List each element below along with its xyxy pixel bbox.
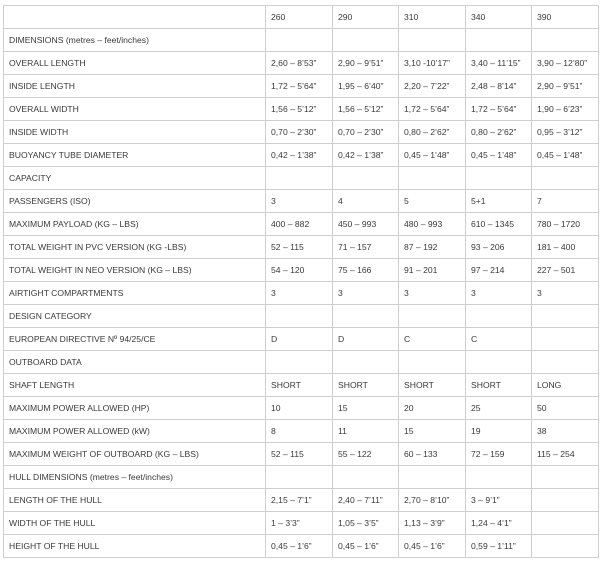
value-cell: 1,13 – 3’9” [399,512,466,535]
value-cell: 1,72 – 5’64” [266,75,333,98]
value-cell: 72 – 159 [466,443,532,466]
value-cell: 780 – 1720 [532,213,599,236]
table-row [4,305,599,328]
value-cell: D [333,328,399,351]
table-row [4,29,599,52]
value-cell: 10 [266,397,333,420]
value-cell: 0,45 – 1’6” [333,535,399,558]
value-cell: SHORT [333,374,399,397]
row-label-cell: HEIGHT OF THE HULL [4,535,266,558]
value-cell: 1,05 – 3’5” [333,512,399,535]
value-cell: 2,90 – 9’51” [532,75,599,98]
value-cell: 19 [466,420,532,443]
value-cell [532,466,599,489]
row-label-cell: INSIDE LENGTH [4,75,266,98]
value-cell [266,305,333,328]
value-cell: 91 – 201 [399,259,466,282]
value-cell: D [266,328,333,351]
row-label-cell: EUROPEAN DIRECTIVE Nº 94/25/CE [4,328,266,351]
value-cell [333,305,399,328]
value-cell: C [399,328,466,351]
row-label-cell: OVERALL WIDTH [4,98,266,121]
value-cell: 0,45 – 1’6” [266,535,333,558]
header-cell-model: 310 [399,6,466,29]
row-label-cell: LENGTH OF THE HULL [4,489,266,512]
table-row [4,420,599,443]
value-cell: 15 [399,420,466,443]
value-cell [466,466,532,489]
value-cell: 0,42 – 1’38” [266,144,333,167]
table-row [4,121,599,144]
table-row [4,98,599,121]
value-cell: 93 – 206 [466,236,532,259]
value-cell: 20 [399,397,466,420]
header-cell-label [4,6,266,29]
value-cell: 0,45 – 1’48” [466,144,532,167]
table-row [4,397,599,420]
header-cell-model: 340 [466,6,532,29]
row-label-cell: MAXIMUM POWER ALLOWED (HP) [4,397,266,420]
row-label-cell: MAXIMUM WEIGHT OF OUTBOARD (KG – LBS) [4,443,266,466]
header-cell-model: 290 [333,6,399,29]
row-label-cell: SHAFT LENGTH [4,374,266,397]
table-row [4,466,599,489]
value-cell: 2,20 – 7’22” [399,75,466,98]
value-cell: SHORT [466,374,532,397]
value-cell: LONG [532,374,599,397]
value-cell: 0,80 – 2’62” [399,121,466,144]
value-cell [266,466,333,489]
value-cell: 1,56 – 5’12” [333,98,399,121]
value-cell [399,351,466,374]
value-cell [266,167,333,190]
table-row [4,190,599,213]
value-cell [266,29,333,52]
value-cell: 50 [532,397,599,420]
value-cell: 8 [266,420,333,443]
row-label-cell: OVERALL LENGTH [4,52,266,75]
value-cell [333,29,399,52]
value-cell: SHORT [266,374,333,397]
value-cell: 3 [466,282,532,305]
value-cell [399,466,466,489]
table-row [4,144,599,167]
value-cell: 38 [532,420,599,443]
row-label-cell: WIDTH OF THE HULL [4,512,266,535]
value-cell: C [466,328,532,351]
value-cell: 71 – 157 [333,236,399,259]
value-cell: 0,80 – 2’62” [466,121,532,144]
value-cell: 3,90 – 12’80” [532,52,599,75]
header-row [4,6,599,29]
value-cell [333,466,399,489]
value-cell: 1,90 – 6’23” [532,98,599,121]
value-cell [532,29,599,52]
value-cell: 2,15 – 7’1” [266,489,333,512]
value-cell: 3 [399,282,466,305]
value-cell: 0,70 – 2’30” [333,121,399,144]
value-cell: 2,48 – 8’14” [466,75,532,98]
table-row [4,52,599,75]
value-cell: 181 – 400 [532,236,599,259]
value-cell: 1,72 – 5’64” [399,98,466,121]
value-cell: 97 – 214 [466,259,532,282]
value-cell: 1,24 – 4’1” [466,512,532,535]
value-cell: 5+1 [466,190,532,213]
row-label-cell: MAXIMUM POWER ALLOWED (kW) [4,420,266,443]
value-cell: 0,45 – 1’48” [399,144,466,167]
row-label-cell: DIMENSIONS (metres – feet/inches) [4,29,266,52]
value-cell: 3,40 – 11’15” [466,52,532,75]
value-cell [466,167,532,190]
value-cell: 0,95 – 3’12” [532,121,599,144]
row-label-cell: TOTAL WEIGHT IN NEO VERSION (KG – LBS) [4,259,266,282]
value-cell: 0,45 – 1’48” [532,144,599,167]
value-cell: 25 [466,397,532,420]
value-cell: 227 – 501 [532,259,599,282]
row-label-cell: DESIGN CATEGORY [4,305,266,328]
value-cell [532,535,599,558]
table-row [4,535,599,558]
value-cell: 1,56 – 5’12” [266,98,333,121]
row-label-cell: PASSENGERS (ISO) [4,190,266,213]
value-cell: 1,95 – 6’40” [333,75,399,98]
table-row [4,328,599,351]
value-cell [266,351,333,374]
table-row [4,374,599,397]
value-cell: 11 [333,420,399,443]
value-cell [532,489,599,512]
value-cell: 2,40 – 7’11” [333,489,399,512]
value-cell [532,351,599,374]
table-row [4,282,599,305]
header-cell-model: 390 [532,6,599,29]
value-cell: 60 – 133 [399,443,466,466]
value-cell: 1,72 – 5’64” [466,98,532,121]
value-cell [399,305,466,328]
value-cell: SHORT [399,374,466,397]
value-cell: 3 – 9’1” [466,489,532,512]
table-row [4,512,599,535]
value-cell: 400 – 882 [266,213,333,236]
value-cell: 52 – 115 [266,236,333,259]
value-cell [466,305,532,328]
value-cell [399,29,466,52]
value-cell [532,305,599,328]
value-cell: 2,70 – 8’10” [399,489,466,512]
table-row [4,443,599,466]
value-cell: 2,60 – 8’53” [266,52,333,75]
header-cell-model: 260 [266,6,333,29]
table-row [4,489,599,512]
row-label-cell: HULL DIMENSIONS (metres – feet/inches) [4,466,266,489]
row-label-cell: BUOYANCY TUBE DIAMETER [4,144,266,167]
table-row [4,351,599,374]
row-label-cell: INSIDE WIDTH [4,121,266,144]
value-cell: 75 – 166 [333,259,399,282]
value-cell [399,167,466,190]
value-cell [466,29,532,52]
value-cell: 0,59 – 1’11” [466,535,532,558]
specifications-table [3,5,599,558]
value-cell: 115 – 254 [532,443,599,466]
value-cell: 87 – 192 [399,236,466,259]
value-cell [333,351,399,374]
row-label-cell: OUTBOARD DATA [4,351,266,374]
value-cell: 7 [532,190,599,213]
value-cell: 0,45 – 1’6” [399,535,466,558]
value-cell: 3 [266,282,333,305]
value-cell: 3 [532,282,599,305]
value-cell: 3 [266,190,333,213]
value-cell [532,328,599,351]
value-cell: 0,42 – 1’38” [333,144,399,167]
value-cell: 0,70 – 2’30” [266,121,333,144]
table-row [4,167,599,190]
value-cell: 54 – 120 [266,259,333,282]
value-cell: 2,90 – 9’51” [333,52,399,75]
value-cell: 450 – 993 [333,213,399,236]
value-cell: 610 – 1345 [466,213,532,236]
table-row [4,259,599,282]
row-label-cell: CAPACITY [4,167,266,190]
value-cell [532,167,599,190]
value-cell [466,351,532,374]
table-row [4,75,599,98]
value-cell [333,167,399,190]
row-label-cell: MAXIMUM PAYLOAD (KG – LBS) [4,213,266,236]
value-cell: 15 [333,397,399,420]
row-label-cell: TOTAL WEIGHT IN PVC VERSION (KG -LBS) [4,236,266,259]
table-row [4,213,599,236]
value-cell: 3 [333,282,399,305]
table-row [4,236,599,259]
value-cell: 3,10 -10’17” [399,52,466,75]
value-cell: 52 – 115 [266,443,333,466]
row-label-cell: AIRTIGHT COMPARTMENTS [4,282,266,305]
value-cell: 55 – 122 [333,443,399,466]
value-cell [532,512,599,535]
value-cell: 480 – 993 [399,213,466,236]
value-cell: 5 [399,190,466,213]
value-cell: 4 [333,190,399,213]
value-cell: 1 – 3’3” [266,512,333,535]
